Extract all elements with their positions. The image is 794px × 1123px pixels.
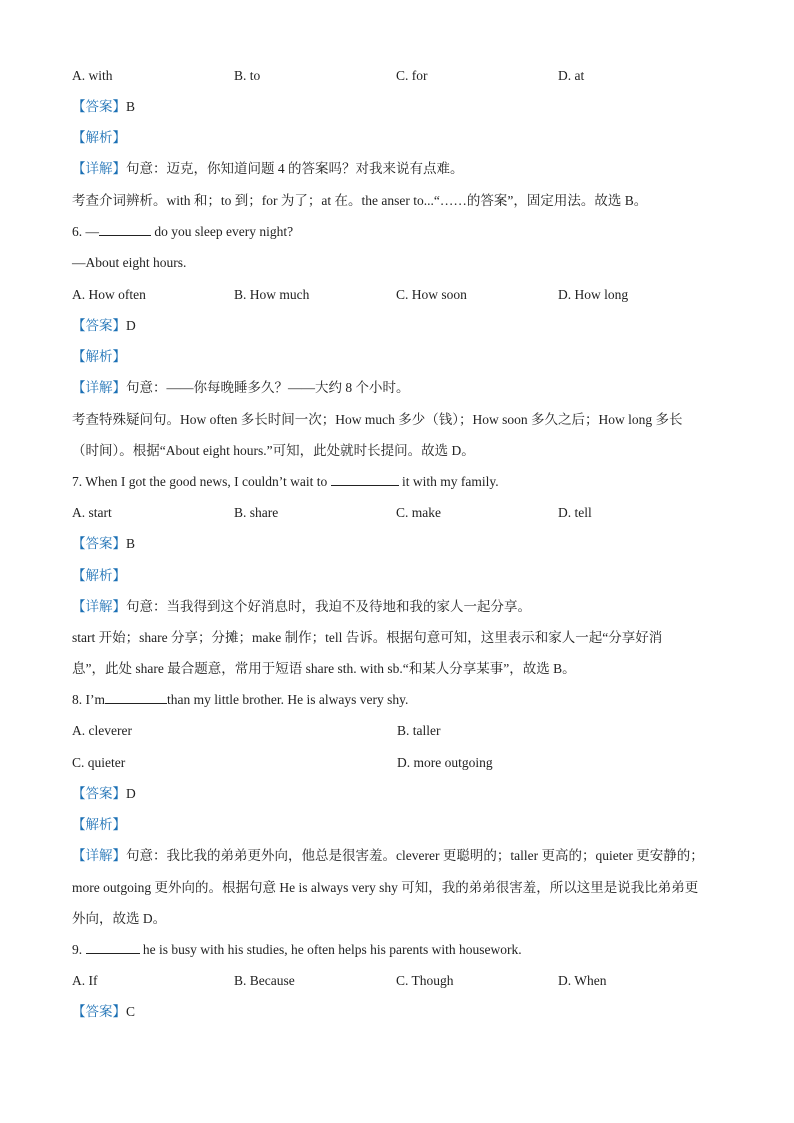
q8-options-row-2 xyxy=(72,752,734,774)
q8-answer xyxy=(72,783,734,805)
q6-option-a: A. How often xyxy=(72,287,146,302)
q5-explain: 考查介词辨析。with 和；to 到；for 为了；at 在。the anser to...“……的答案”，固定用法。故选 B。 xyxy=(72,193,648,208)
detail-text: 句意：迈克，你知道问题 4 的答案吗？对我来说有点难。 xyxy=(126,161,464,176)
q6-option-d: D. How long xyxy=(558,287,629,302)
q8-explain-1: more outgoing 更外向的。根据句意 He is always very shy 可知，我的弟弟很害羞，所以这里是说我比弟弟更 xyxy=(72,880,699,895)
q8-analysis: 【解析】 xyxy=(72,817,126,832)
q6-reply: —About eight hours. xyxy=(72,255,187,270)
answer-blank xyxy=(105,689,167,704)
q9-option-b: B. Because xyxy=(234,973,295,988)
q7-answer xyxy=(72,533,734,555)
q7-option-a: A. start xyxy=(72,505,112,520)
answer-tag: 【答案】 xyxy=(72,1004,126,1019)
q6-answer xyxy=(72,315,734,337)
answer-blank xyxy=(331,471,399,486)
detail-tag: 【详解】 xyxy=(72,599,126,614)
q7-explain-2: 息”，此处 share 最合题意，常用于短语 share sth. with sb.“和某人分享某事”，故选 B。 xyxy=(72,661,576,676)
q7-analysis: 【解析】 xyxy=(72,568,126,583)
q8-explain-2: 外向，故选 D。 xyxy=(72,911,167,926)
detail-text: 句意：我比我的弟弟更外向，他总是很害羞。cleverer 更聪明的；taller 更高的；quieter 更安静的； xyxy=(126,848,704,863)
detail-tag: 【详解】 xyxy=(72,380,126,395)
answer-blank xyxy=(99,221,151,236)
q5-answer xyxy=(72,96,734,118)
q6-analysis: 【解析】 xyxy=(72,349,126,364)
q8-detail xyxy=(72,845,734,867)
stem-end: do you sleep every night? xyxy=(151,224,294,239)
detail-text: 句意：——你每晚睡多久？——大约 8 个小时。 xyxy=(126,380,410,395)
answer-value: C xyxy=(126,1004,136,1019)
answer-value: B xyxy=(126,536,136,551)
q9-option-c: C. Though xyxy=(396,973,454,988)
q6-stem xyxy=(72,221,734,243)
q6-explain-2: （时间）。根据“About eight hours.”可知，此处就时长提问。故选 D。 xyxy=(72,443,475,458)
answer-value: D xyxy=(126,786,136,801)
answer-tag: 【答案】 xyxy=(72,786,126,801)
detail-tag: 【详解】 xyxy=(72,161,126,176)
q5-detail xyxy=(72,158,734,180)
q6-option-c: C. How soon xyxy=(396,287,467,302)
q8-option-b: B. taller xyxy=(397,723,441,738)
stem-start: 9. xyxy=(72,942,86,957)
answer-tag: 【答案】 xyxy=(72,536,126,551)
q9-options xyxy=(72,970,734,992)
q8-option-a: A. cleverer xyxy=(72,723,132,738)
q7-stem xyxy=(72,471,734,493)
q5-option-c: C. for xyxy=(396,68,428,83)
stem-start: 7. When I got the good news, I couldn’t wait to xyxy=(72,474,331,489)
q9-option-d: D. When xyxy=(558,973,607,988)
answer-value: D xyxy=(126,318,136,333)
q9-option-a: A. If xyxy=(72,973,98,988)
q5-analysis: 【解析】 xyxy=(72,130,126,145)
q6-options xyxy=(72,284,734,306)
q7-detail xyxy=(72,596,734,618)
q8-options-row-1 xyxy=(72,720,734,742)
q8-option-c: C. quieter xyxy=(72,755,126,770)
stem-end: than my little brother. He is always very shy. xyxy=(167,692,409,707)
q6-detail xyxy=(72,377,734,399)
q9-stem xyxy=(72,939,734,961)
q7-option-c: C. make xyxy=(396,505,441,520)
q8-stem xyxy=(72,689,734,711)
answer-tag: 【答案】 xyxy=(72,318,126,333)
q9-answer xyxy=(72,1001,734,1023)
stem-start: 8. I’m xyxy=(72,692,105,707)
stem-end: he is busy with his studies, he often helps his parents with housework. xyxy=(139,942,522,957)
stem-end: it with my family. xyxy=(398,474,499,489)
q7-option-b: B. share xyxy=(234,505,279,520)
q6-option-b: B. How much xyxy=(234,287,310,302)
q7-explain-1: start 开始；share 分享；分摊；make 制作；tell 告诉。根据句意可知，这里表示和家人一起“分享好消 xyxy=(72,630,663,645)
q7-option-d: D. tell xyxy=(558,505,592,520)
q7-options xyxy=(72,502,734,524)
q5-option-d: D. at xyxy=(558,68,585,83)
q5-option-b: B. to xyxy=(234,68,261,83)
q5-options xyxy=(72,65,734,87)
detail-text: 句意：当我得到这个好消息时，我迫不及待地和我的家人一起分享。 xyxy=(126,599,531,614)
q5-option-a: A. with xyxy=(72,68,113,83)
answer-blank xyxy=(86,939,140,954)
q8-option-d: D. more outgoing xyxy=(397,755,493,770)
answer-tag: 【答案】 xyxy=(72,99,126,114)
detail-tag: 【详解】 xyxy=(72,848,126,863)
answer-value: B xyxy=(126,99,136,114)
stem-start: 6. — xyxy=(72,224,99,239)
q6-explain-1: 考查特殊疑问句。How often 多长时间一次；How much 多少（钱）；How soon 多久之后；How long 多长 xyxy=(72,412,683,427)
